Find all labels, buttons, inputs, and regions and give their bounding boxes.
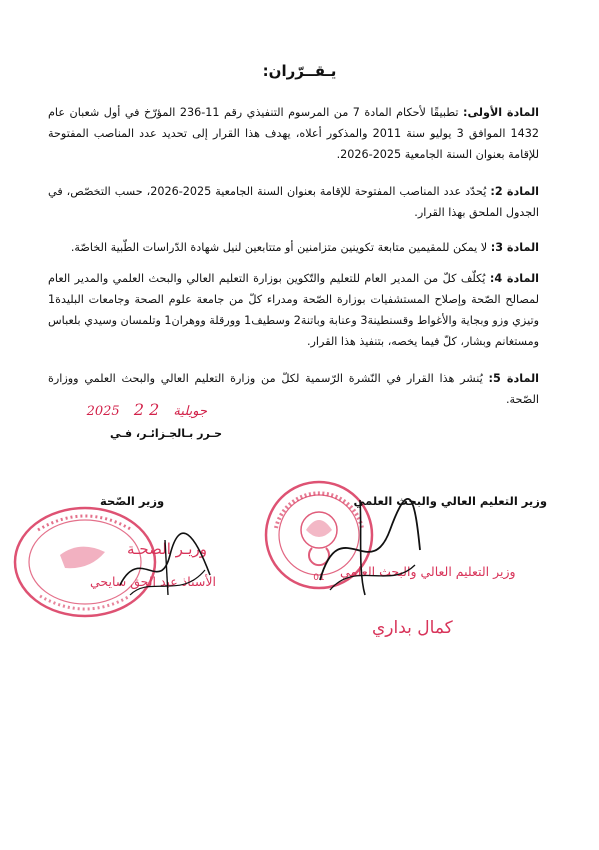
seal-number: 01	[313, 573, 325, 583]
article-5-text: يُنشر هذا القرار في النّشرة الرّسمية لكلّ من وزارة التعليم العالي والبحث العلمي ووزارة الصّحة.	[48, 372, 539, 406]
article-4-text: يُكلّف كلّ من المدير العام للتعليم والتّكوين بوزارة التعليم العالي والبحث العلمي والمدير العام لمصالح الصّحة وإصلاح المستشفيات بوزارة الصّحة ومدراء كلّ من جامعة علوم الصحة وجامعات البليدة1 وتيزي وزو وبجاية والأغواط وقسنطينة3 وعنابة وباتنة2 وسطيف1 وورقلة ووهران1 وتلمسان وسيدي بلعباس ومستغانم وبشار، كلّ فيما يخصه، بتنفيذ هذا القرار.	[48, 272, 539, 348]
article-4-label: المادة 4:	[489, 272, 539, 285]
article-2-text: يُحدّد عدد المناصب المفتوحة للإقامة بعنوان السنة الجامعية 2025-2026، حسب التخصّص، في الجدول الملحق بهذا القرار.	[48, 185, 539, 219]
higher-education-minister-signature-title: وزير التعليم العالي والبحث العلمي	[340, 564, 516, 579]
article-4	[48, 268, 539, 352]
health-minister-signature	[110, 525, 220, 605]
article-1-label: المادة الأولى:	[463, 106, 540, 119]
article-2-label: المادة 2:	[490, 185, 540, 198]
health-minister-name: الأستاذ عبد الحق سايحي	[90, 574, 216, 589]
higher-education-minister-signature	[300, 490, 430, 600]
date-month: جويلية	[173, 404, 207, 419]
health-minister-title: وزير الصّحة	[100, 494, 165, 508]
higher-education-minister-title: وزير التعليم العالي والبحث العلمي	[353, 494, 547, 508]
article-2	[48, 181, 539, 223]
handwritten-date	[87, 400, 207, 419]
article-3-text: لا يمكن للمقيمين متابعة تكوينين متزامنين أو متتابعين لنيل شهادة الدّراسات الطّبية الخاصّة.	[70, 241, 488, 254]
article-1	[48, 102, 539, 165]
made-at-line: حـرر بـالجـزائـر، فـي	[110, 427, 222, 440]
date-day: 2 2	[133, 400, 160, 419]
date-year: 2025	[86, 404, 120, 419]
article-3-label: المادة 3:	[490, 241, 539, 254]
health-minister-signature-title: وزيـر الصحـة	[127, 540, 207, 558]
article-5-label: المادة 5:	[488, 372, 540, 385]
article-3	[48, 237, 539, 258]
article-1-text: تطبيقًا لأحكام المادة 7 من المرسوم التنفيذي رقم 11-236 المؤرّخ في أول شعبان عام 1432 الموافق 3 يوليو سنة 2011 والمذكور أعلاه، يهدف هذا القرار إلى تحديد عدد المناصب المفتوحة للإقامة بعنوان السنة الجامعية 2025-2026.	[48, 106, 540, 161]
higher-education-minister-name: كمال بداري	[372, 618, 453, 638]
decree-heading: يـقــرّران:	[262, 62, 337, 80]
